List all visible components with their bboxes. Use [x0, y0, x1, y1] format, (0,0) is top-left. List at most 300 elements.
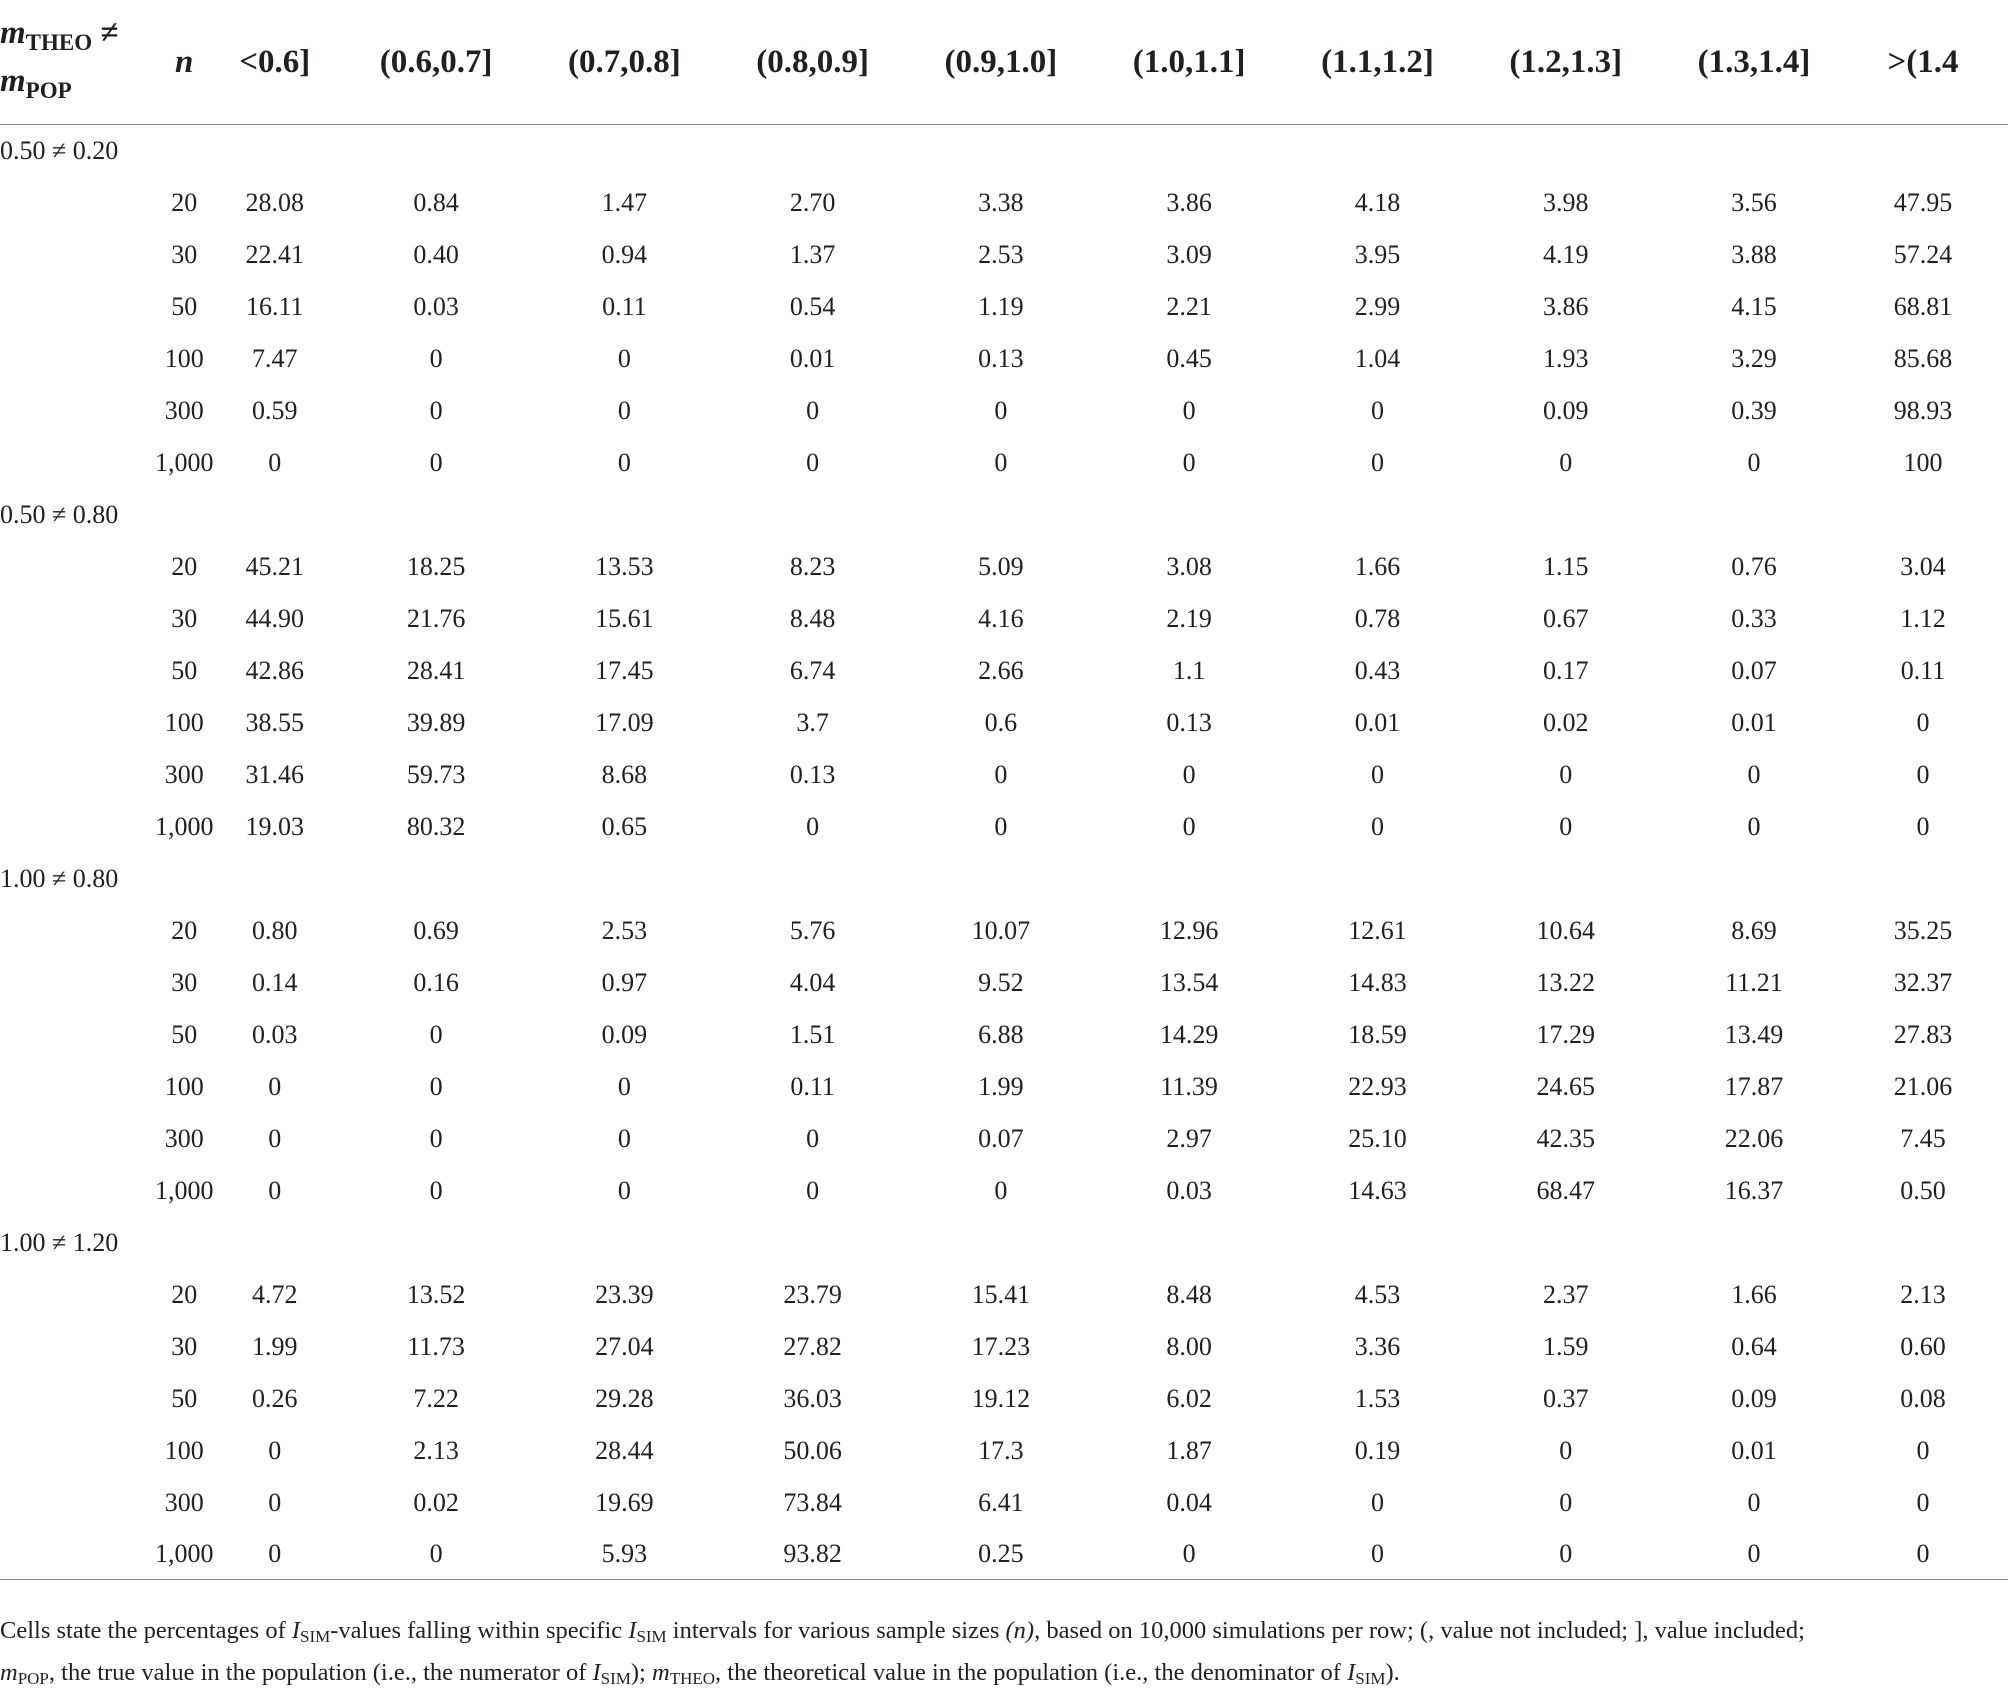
- percentage-cell: 0: [1370, 396, 1384, 425]
- percentage-cell: 0: [429, 396, 443, 425]
- percentage-cell: 13.54: [1159, 968, 1219, 997]
- percentage-cell: 0.78: [1354, 604, 1401, 633]
- percentage-cell: 14.29: [1159, 1020, 1219, 1049]
- percentage-cell: 1.19: [978, 292, 1024, 321]
- percentage-cell: 16.11: [246, 292, 304, 321]
- percentage-cell: 3.86: [1542, 292, 1589, 321]
- percentage-cell: 9.52: [978, 968, 1024, 997]
- percentage-cell: 19.12: [971, 1384, 1031, 1413]
- percentage-cell: 19.69: [595, 1488, 654, 1517]
- percentage-cell: 28.44: [595, 1436, 654, 1465]
- percentage-cell: 0.04: [1166, 1488, 1212, 1517]
- percentage-cell: 3.98: [1542, 188, 1589, 217]
- group-header-row: [0, 125, 2008, 178]
- percentage-cell: 0: [994, 812, 1008, 841]
- table-row: [0, 1061, 2008, 1113]
- percentage-cell: 0: [332, 1529, 541, 1580]
- group-label: 1.00 ≠ 1.20: [0, 1228, 119, 1257]
- percentage-cell: 5.09: [978, 552, 1024, 581]
- percentage-cell: 0: [1559, 760, 1573, 789]
- percentage-cell: 1.66: [1731, 1280, 1777, 1309]
- percentage-cell: 22.93: [1348, 1072, 1407, 1101]
- sample-size-cell: 1,000: [151, 1529, 218, 1580]
- percentage-cell: 0: [1559, 1436, 1573, 1465]
- percentage-cell: 0.69: [413, 916, 459, 945]
- table-row: [0, 1269, 2008, 1321]
- percentage-cell: 14.83: [1348, 968, 1407, 997]
- percentage-cell: 0.08: [1900, 1384, 1946, 1413]
- empty-cell: [0, 1529, 151, 1580]
- percentage-cell: 0.07: [1731, 656, 1777, 685]
- empty-cell: [0, 801, 151, 853]
- percentage-cell: 2.70: [789, 188, 836, 217]
- percentage-cell: 2.37: [1542, 1280, 1589, 1309]
- group-header-row: [0, 853, 2008, 905]
- percentage-cell: 4.15: [1731, 292, 1777, 321]
- percentage-cell: 13.52: [406, 1280, 466, 1309]
- table-row: [0, 593, 2008, 645]
- percentage-cell: 0.17: [1542, 656, 1589, 685]
- percentage-cell: 6.88: [978, 1020, 1024, 1049]
- table-row: [0, 749, 2008, 801]
- sample-size-cell: 300: [164, 760, 204, 789]
- percentage-cell: 23.79: [783, 1280, 842, 1309]
- table-row: [0, 229, 2008, 281]
- percentage-cell: 0.09: [601, 1020, 648, 1049]
- empty-cell: [0, 905, 151, 957]
- percentage-cell: 0: [617, 396, 631, 425]
- sample-size-cell: 20: [171, 916, 198, 945]
- percentage-cell: 0.59: [252, 396, 298, 425]
- table-row: [0, 1529, 2008, 1580]
- percentage-cell: 0: [1747, 1488, 1761, 1517]
- percentage-cell: 6.74: [789, 656, 836, 685]
- percentage-cell: 0: [1559, 812, 1573, 841]
- percentage-cell: 2.97: [1166, 1124, 1212, 1153]
- percentage-cell: 0.07: [978, 1124, 1024, 1153]
- percentage-cell: 0.03: [252, 1020, 298, 1049]
- sample-size-cell: 1,000: [154, 448, 214, 477]
- percentage-cell: 0.11: [602, 292, 647, 321]
- percentage-cell: 0.50: [1900, 1176, 1946, 1205]
- percentage-cell: 0.65: [601, 812, 648, 841]
- empty-cell: [0, 1009, 151, 1061]
- percentage-cell: 6.02: [1166, 1384, 1212, 1413]
- percentage-cell: 0: [1182, 448, 1196, 477]
- percentage-cell: 0.54: [789, 292, 836, 321]
- percentage-cell: 0.60: [1900, 1332, 1946, 1361]
- percentage-cell: 0.33: [1731, 604, 1777, 633]
- header-interval: (1.2,1.3]: [1461, 0, 1670, 125]
- group-label: 0.50 ≠ 0.20: [0, 136, 119, 165]
- percentage-cell: 0.16: [413, 968, 459, 997]
- percentage-cell: 25.10: [1348, 1124, 1407, 1153]
- sample-size-cell: 50: [171, 292, 198, 321]
- percentage-cell: 13.22: [1536, 968, 1595, 997]
- percentage-cell: 1.1: [1172, 656, 1206, 685]
- percentage-cell: 3.88: [1731, 240, 1777, 269]
- percentage-cell: 2.13: [1900, 1280, 1946, 1309]
- header-row: [0, 0, 2008, 125]
- sample-size-cell: 50: [171, 1020, 198, 1049]
- header-interval: <0.6]: [218, 0, 332, 125]
- percentage-cell: 11.21: [1725, 968, 1783, 997]
- percentage-cell: 68.81: [1893, 292, 1953, 321]
- percentage-cell: 0: [994, 760, 1008, 789]
- percentage-cell: 8.48: [1166, 1280, 1212, 1309]
- percentage-cell: 0: [994, 1176, 1008, 1205]
- percentage-cell: 11.39: [1160, 1072, 1218, 1101]
- percentage-cell: 0.19: [1354, 1436, 1401, 1465]
- percentage-cell: 3.09: [1166, 240, 1212, 269]
- percentage-cell: 47.95: [1893, 188, 1953, 217]
- percentage-cell: 29.28: [595, 1384, 654, 1413]
- percentage-cell: 1.15: [1542, 552, 1589, 581]
- empty-cell: [0, 1425, 151, 1477]
- percentage-cell: 0: [617, 344, 631, 373]
- percentage-cell: 0: [268, 1124, 282, 1153]
- empty-cell: [0, 593, 151, 645]
- empty-cell: [0, 437, 151, 489]
- percentage-cell: 22.06: [1724, 1124, 1784, 1153]
- percentage-cell: 11.73: [407, 1332, 465, 1361]
- percentage-cell: 1.04: [1354, 344, 1401, 373]
- percentage-cell: 0: [268, 1488, 282, 1517]
- percentage-cell: 12.96: [1159, 916, 1219, 945]
- empty-cell: [0, 957, 151, 1009]
- percentage-cell: 0.09: [1731, 1384, 1777, 1413]
- header-interval: (1.3,1.4]: [1670, 0, 1838, 125]
- percentage-cell: 0: [1916, 708, 1930, 737]
- percentage-cell: 0.01: [1731, 1436, 1777, 1465]
- percentage-cell: 0: [1370, 1488, 1384, 1517]
- sample-size-cell: 300: [164, 1488, 204, 1517]
- percentage-cell: 0.01: [789, 344, 836, 373]
- empty-cell: [0, 385, 151, 437]
- table-row: [0, 697, 2008, 749]
- percentage-cell: 0.67: [1542, 604, 1589, 633]
- empty-cell: [0, 541, 151, 593]
- percentage-cell: 0: [1916, 760, 1930, 789]
- percentage-cell: 3.7: [796, 708, 829, 737]
- table-row: [0, 1165, 2008, 1217]
- percentage-cell: 35.25: [1893, 916, 1953, 945]
- sample-size-cell: 300: [164, 1124, 204, 1153]
- percentage-cell: 1.51: [789, 1020, 836, 1049]
- empty-cell: [0, 281, 151, 333]
- percentage-cell: 0.64: [1731, 1332, 1777, 1361]
- percentage-cell: 2.19: [1166, 604, 1212, 633]
- percentage-cell: 31.46: [245, 760, 305, 789]
- percentage-cell: 0: [1461, 1529, 1670, 1580]
- percentage-cell: 3.95: [1354, 240, 1401, 269]
- percentage-cell: 18.59: [1348, 1020, 1407, 1049]
- table-row: [0, 957, 2008, 1009]
- percentage-cell: 0: [218, 1529, 332, 1580]
- percentage-cell: 59.73: [406, 760, 466, 789]
- percentage-cell: 8.23: [789, 552, 836, 581]
- percentage-cell: 0.40: [413, 240, 459, 269]
- percentage-cell: 6.41: [978, 1488, 1024, 1517]
- percentage-cell: 0: [994, 448, 1008, 477]
- header-comparison: $m_{THEO}$ ≠ $m_{POP}$: [0, 0, 151, 125]
- percentage-cell: 1.37: [789, 240, 836, 269]
- percentage-cell: 3.38: [978, 188, 1024, 217]
- percentage-cell: 0.97: [601, 968, 648, 997]
- percentage-cell: 2.53: [978, 240, 1024, 269]
- percentage-cell: 0: [1559, 1488, 1573, 1517]
- percentage-cell: 0.11: [1900, 656, 1946, 685]
- percentage-cell: 1.93: [1542, 344, 1589, 373]
- percentage-cell: 0: [617, 1124, 631, 1153]
- percentage-cell: 0: [429, 1124, 443, 1153]
- sample-size-cell: 100: [164, 1436, 204, 1465]
- sample-size-cell: 30: [171, 968, 198, 997]
- table-row: [0, 1425, 2008, 1477]
- percentage-cell: 0.37: [1542, 1384, 1589, 1413]
- table-row: [0, 645, 2008, 697]
- percentage-cell: 98.93: [1893, 396, 1953, 425]
- group-label: 0.50 ≠ 0.80: [0, 500, 119, 529]
- percentage-cell: 0: [806, 1176, 820, 1205]
- percentage-cell: 8.48: [789, 604, 836, 633]
- percentage-cell: 0: [1838, 1529, 2008, 1580]
- percentage-cell: 0.03: [413, 292, 459, 321]
- percentage-cell: 93.82: [708, 1529, 917, 1580]
- table-row: [0, 281, 2008, 333]
- table-row: [0, 333, 2008, 385]
- percentage-cell: 100: [1903, 448, 1943, 477]
- percentage-cell: 2.13: [413, 1436, 459, 1465]
- group-header-row: [0, 489, 2008, 541]
- percentage-cell: 0: [268, 1072, 282, 1101]
- table-row: [0, 1009, 2008, 1061]
- table-row: [0, 177, 2008, 229]
- sample-size-cell: 20: [171, 552, 198, 581]
- percentage-cell: 24.65: [1536, 1072, 1595, 1101]
- percentage-cell: 27.83: [1893, 1020, 1953, 1049]
- percentage-cell: 42.35: [1536, 1124, 1595, 1153]
- percentage-cell: 39.89: [406, 708, 466, 737]
- percentage-cell: 2.21: [1166, 292, 1212, 321]
- percentage-cell: 0: [429, 1072, 443, 1101]
- percentage-cell: 0: [806, 448, 820, 477]
- percentage-cell: 7.45: [1900, 1124, 1946, 1153]
- header-interval: (0.8,0.9]: [708, 0, 917, 125]
- sample-size-cell: 300: [164, 396, 204, 425]
- percentage-cell: 3.08: [1166, 552, 1212, 581]
- percentage-cell: 0: [429, 1176, 443, 1205]
- empty-cell: [0, 645, 151, 697]
- percentage-cell: 0: [1747, 448, 1761, 477]
- sample-size-cell: 20: [171, 188, 198, 217]
- percentage-cell: 0.03: [1166, 1176, 1212, 1205]
- percentage-cell: 15.61: [595, 604, 654, 633]
- percentage-cell: 0: [268, 1176, 282, 1205]
- sample-size-cell: 30: [171, 604, 198, 633]
- percentage-cell: 0: [806, 812, 820, 841]
- table-row: [0, 1477, 2008, 1529]
- percentage-cell: 0.39: [1731, 396, 1777, 425]
- percentage-cell: 0: [806, 1124, 820, 1153]
- percentage-cell: 50.06: [783, 1436, 842, 1465]
- percentage-cell: 0: [617, 1072, 631, 1101]
- percentage-cell: 2.66: [978, 656, 1024, 685]
- percentage-cell: 10.07: [971, 916, 1031, 945]
- percentage-cell: 17.09: [595, 708, 654, 737]
- empty-cell: [0, 1113, 151, 1165]
- percentage-cell: 14.63: [1348, 1176, 1407, 1205]
- percentage-cell: 3.56: [1731, 188, 1777, 217]
- percentage-cell: 0: [1747, 760, 1761, 789]
- percentage-cell: 0: [1182, 812, 1196, 841]
- percentage-cell: 0.01: [1731, 708, 1777, 737]
- percentage-cell: 0: [1085, 1529, 1294, 1580]
- percentage-cell: 0: [617, 448, 631, 477]
- table-row: [0, 1373, 2008, 1425]
- sample-size-cell: 30: [171, 1332, 198, 1361]
- percentage-cell: 0.45: [1166, 344, 1212, 373]
- sample-size-cell: 100: [164, 708, 204, 737]
- percentage-cell: 18.25: [406, 552, 466, 581]
- percentage-cell: 42.86: [245, 656, 305, 685]
- percentage-cell: 0: [1370, 760, 1384, 789]
- empty-cell: [0, 1269, 151, 1321]
- percentage-cell: 0: [1916, 1436, 1930, 1465]
- percentage-cell: 4.18: [1354, 188, 1401, 217]
- percentage-cell: 4.19: [1542, 240, 1589, 269]
- sample-size-cell: 50: [171, 1384, 198, 1413]
- percentage-cell: 57.24: [1893, 240, 1953, 269]
- percentage-cell: 4.72: [252, 1280, 298, 1309]
- percentage-cell: 27.82: [783, 1332, 842, 1361]
- percentage-cell: 12.61: [1348, 916, 1407, 945]
- percentage-cell: 0.6: [984, 708, 1018, 737]
- percentage-cell: 16.37: [1724, 1176, 1784, 1205]
- percentage-cell: 21.76: [406, 604, 466, 633]
- table-body: [0, 125, 2008, 1580]
- percentage-cell: 0: [1559, 448, 1573, 477]
- percentage-cell: 1.87: [1166, 1436, 1212, 1465]
- percentage-cell: 0.11: [790, 1072, 835, 1101]
- percentage-cell: 3.04: [1900, 552, 1946, 581]
- percentage-cell: 0: [1293, 1529, 1461, 1580]
- percentage-cell: 0.09: [1542, 396, 1589, 425]
- percentage-cell: 0: [268, 448, 282, 477]
- percentage-cell: 68.47: [1536, 1176, 1595, 1205]
- empty-cell: [0, 1477, 151, 1529]
- group-header-row: [0, 1217, 2008, 1269]
- percentage-cell: 44.90: [245, 604, 305, 633]
- percentage-cell: 21.06: [1893, 1072, 1953, 1101]
- percentage-cell: 36.03: [783, 1384, 842, 1413]
- sample-size-cell: 1,000: [154, 1176, 214, 1205]
- percentage-cell: 45.21: [245, 552, 305, 581]
- percentage-cell: 0.02: [413, 1488, 459, 1517]
- empty-cell: [0, 1165, 151, 1217]
- table-row: [0, 801, 2008, 853]
- percentage-cell: 27.04: [595, 1332, 654, 1361]
- percentage-cell: 8.00: [1166, 1332, 1212, 1361]
- percentage-cell: 0: [268, 1436, 282, 1465]
- percentage-cell: 23.39: [595, 1280, 654, 1309]
- percentage-cell: 3.29: [1731, 344, 1777, 373]
- percentage-cell: 0.26: [252, 1384, 298, 1413]
- percentage-cell: 0.80: [252, 916, 298, 945]
- percentage-cell: 0.84: [413, 188, 459, 217]
- header-interval: (1.0,1.1]: [1085, 0, 1294, 125]
- header-interval: (0.7,0.8]: [540, 0, 708, 125]
- table-row: [0, 541, 2008, 593]
- percentage-cell: 17.3: [978, 1436, 1024, 1465]
- percentage-cell: 3.86: [1166, 188, 1212, 217]
- percentage-cell: 13.49: [1724, 1020, 1784, 1049]
- percentage-cell: 0.13: [789, 760, 836, 789]
- group-label: 1.00 ≠ 0.80: [0, 864, 119, 893]
- table-footnote: Cells state the percentages of ISIM-values falling within specific ISIM intervals for various sample sizes (n), based on 10,000 simulations per row; (, value not included; ], value included; mPOP, the true value in the population (i.e., the numerator of ISIM); mTHEO, the theoretical value in the population (i.e., the denominator of ISIM).: [0, 1617, 1805, 1688]
- empty-cell: [0, 1061, 151, 1113]
- percentage-cell: 80.32: [406, 812, 466, 841]
- percentage-cell: 0: [1370, 812, 1384, 841]
- percentage-cell: 10.64: [1536, 916, 1595, 945]
- header-n: n: [151, 0, 218, 125]
- header-interval: >(1.4: [1838, 0, 2008, 125]
- percentage-cell: 5.93: [540, 1529, 708, 1580]
- percentage-cell: 0: [1747, 812, 1761, 841]
- percentage-cell: 0.43: [1354, 656, 1401, 685]
- percentage-cell: 13.53: [595, 552, 654, 581]
- percentage-cell: 7.22: [413, 1384, 459, 1413]
- percentage-cell: 0: [1370, 448, 1384, 477]
- empty-cell: [0, 229, 151, 281]
- percentage-cell: 1.12: [1900, 604, 1946, 633]
- percentage-cell: 28.08: [245, 188, 305, 217]
- percentage-cell: 85.68: [1893, 344, 1953, 373]
- percentage-cell: 17.29: [1536, 1020, 1595, 1049]
- percentage-cell: 8.69: [1731, 916, 1777, 945]
- percentage-cell: 0: [1182, 760, 1196, 789]
- percentage-cell: 4.16: [978, 604, 1024, 633]
- percentage-cell: 0: [617, 1176, 631, 1205]
- table-row: [0, 1113, 2008, 1165]
- percentage-cell: 73.84: [783, 1488, 842, 1517]
- percentage-cell: 0.02: [1542, 708, 1589, 737]
- percentage-cell: 0: [429, 344, 443, 373]
- empty-cell: [0, 1373, 151, 1425]
- percentage-cell: 1.66: [1354, 552, 1401, 581]
- percentage-cell: 0: [1916, 1488, 1930, 1517]
- percentage-cell: 0.01: [1354, 708, 1401, 737]
- percentage-cell: 17.23: [971, 1332, 1031, 1361]
- sample-size-cell: 20: [171, 1280, 198, 1309]
- percentage-cell: 4.04: [789, 968, 836, 997]
- percentage-cell: 0.13: [1166, 708, 1212, 737]
- percentage-cell: 38.55: [245, 708, 305, 737]
- table-row: [0, 385, 2008, 437]
- percentage-cell: 0: [806, 396, 820, 425]
- percentage-cell: 0.76: [1731, 552, 1777, 581]
- percentage-cell: 2.99: [1354, 292, 1401, 321]
- percentage-cell: 32.37: [1893, 968, 1953, 997]
- percentage-cell: 3.36: [1354, 1332, 1401, 1361]
- table-row: [0, 1321, 2008, 1373]
- percentage-cell: 17.45: [595, 656, 654, 685]
- percentage-cell: 0.25: [917, 1529, 1085, 1580]
- percentage-cell: 4.53: [1354, 1280, 1401, 1309]
- sample-size-cell: 30: [171, 240, 198, 269]
- percentage-cell: 2.53: [601, 916, 648, 945]
- percentage-cell: 0.94: [601, 240, 648, 269]
